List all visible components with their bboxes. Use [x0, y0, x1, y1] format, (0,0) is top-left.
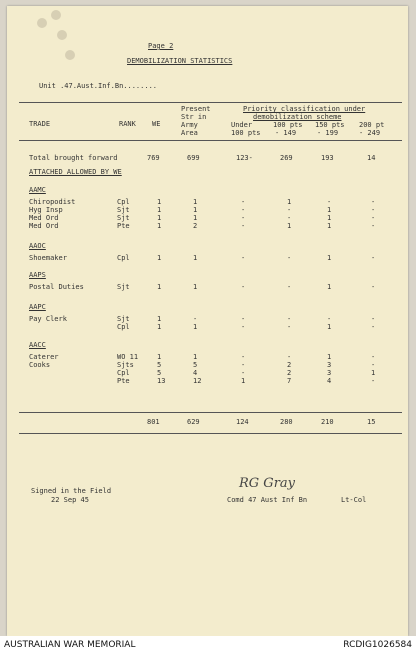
cell-c1: - [241, 283, 246, 291]
cell-c3: 1 [327, 353, 332, 361]
cell-c4: - [371, 353, 376, 361]
cell-rank: Cpl [117, 254, 130, 262]
total-c3: 210 [321, 418, 334, 426]
cell-we: 1 [157, 206, 162, 214]
cell-c1: - [241, 315, 246, 323]
cell-c4: - [371, 198, 376, 206]
cell-present: 1 [193, 353, 198, 361]
col-under-100: Under [231, 121, 253, 129]
col-priority: demobilization scheme [253, 113, 342, 121]
cell-we: 13 [157, 377, 166, 385]
cell-c4: - [371, 206, 376, 214]
cell-we: 1 [157, 222, 162, 230]
cell-c1: - [241, 214, 246, 222]
cell-c3: 1 [327, 222, 332, 230]
cell-trade: Cooks [29, 361, 51, 369]
unit-line: Unit .47.Aust.Inf.Bn........ [39, 82, 158, 90]
cell-we: 1 [157, 315, 162, 323]
total-bottom-rule [19, 433, 402, 434]
group-heading: AAOC [29, 242, 46, 250]
cell-we: 769 [147, 154, 160, 162]
cell-rank: Cpl [117, 323, 130, 331]
cell-c2: 2 [287, 361, 292, 369]
cell-rank: Cpl [117, 369, 130, 377]
col-100-149: - 149 [275, 129, 297, 137]
cell-c4: - [371, 222, 376, 230]
header-top-rule [19, 102, 402, 103]
cell-present: 4 [193, 369, 198, 377]
cell-trade: Shoemaker [29, 254, 67, 262]
cell-c2: - [287, 254, 292, 262]
cell-c1: - [241, 369, 246, 377]
cell-c1: - [241, 198, 246, 206]
cell-present: - [193, 315, 198, 323]
cell-trade: Med Ord [29, 222, 59, 230]
signatory-rank: Lt-Col [341, 496, 367, 504]
cell-present: 2 [193, 222, 198, 230]
page-number: Page 2 [148, 42, 174, 50]
punch-hole [37, 18, 47, 28]
cell-c2: 1 [287, 222, 292, 230]
cell-present: 12 [193, 377, 202, 385]
total-we: 801 [147, 418, 160, 426]
group-heading: AACC [29, 341, 46, 349]
cell-c2: 7 [287, 377, 292, 385]
cell-c4: 14 [367, 154, 376, 162]
cell-rank: Pte [117, 222, 130, 230]
cell-c3: 3 [327, 369, 332, 377]
attached-heading: ATTACHED ALLOWED BY WE [29, 168, 122, 176]
col-present: Area [181, 129, 198, 137]
col-100-149: 100 pts [273, 121, 303, 129]
total-c1: 124 [236, 418, 249, 426]
cell-present: 1 [193, 214, 198, 222]
cell-rank: Sjt [117, 315, 130, 323]
cell-c2: - [287, 283, 292, 291]
cell-c1: - [241, 254, 246, 262]
cell-c1: - [241, 353, 246, 361]
col-under-100: 100 pts [231, 129, 261, 137]
cell-present: 5 [193, 361, 198, 369]
cell-c4: - [371, 254, 376, 262]
cell-c4: - [371, 361, 376, 369]
group-heading: AAMC [29, 186, 46, 194]
cell-trade: Caterer [29, 353, 59, 361]
cell-rank: Pte [117, 377, 130, 385]
cell-c2: 2 [287, 369, 292, 377]
cell-c4: - [371, 377, 376, 385]
punch-hole [51, 10, 61, 20]
cell-c3: 4 [327, 377, 332, 385]
cell-present: 1 [193, 254, 198, 262]
cell-c1: 1 [241, 377, 246, 385]
cell-we: 1 [157, 323, 162, 331]
cell-c2: - [287, 315, 292, 323]
col-150-199: - 199 [317, 129, 339, 137]
cell-c2: - [287, 214, 292, 222]
document-page [7, 6, 408, 636]
cell-rank: Sjt [117, 283, 130, 291]
cell-we: 1 [157, 283, 162, 291]
cell-c3: 1 [327, 254, 332, 262]
archive-footer [0, 636, 416, 654]
signed-date: 22 Sep 45 [51, 496, 89, 504]
header-bottom-rule [19, 140, 402, 141]
total-c4: 15 [367, 418, 376, 426]
cell-c3: - [327, 315, 332, 323]
cell-trade: Hyg Insp [29, 206, 63, 214]
signed-line: Signed in the Field [31, 487, 112, 495]
cell-c1: - [241, 222, 246, 230]
cell-we: 1 [157, 353, 162, 361]
cell-trade: Med Ord [29, 214, 59, 222]
total-forward-label: Total brought forward [29, 154, 118, 162]
cell-c3: 3 [327, 361, 332, 369]
cell-we: 1 [157, 254, 162, 262]
footer-source: AUSTRALIAN WAR MEMORIAL [4, 640, 136, 650]
punch-hole [57, 30, 67, 40]
cell-c2: 1 [287, 198, 292, 206]
cell-c4: - [371, 214, 376, 222]
cell-c1: 123- [236, 154, 253, 162]
cell-trade: Postal Duties [29, 283, 84, 291]
col-200-249: - 249 [359, 129, 381, 137]
cell-we: 5 [157, 361, 162, 369]
cell-present: 1 [193, 323, 198, 331]
cell-c4: 1 [371, 369, 376, 377]
cell-c2: 269 [280, 154, 293, 162]
cell-c3: 1 [327, 206, 332, 214]
cell-c2: - [287, 206, 292, 214]
cell-c4: - [371, 315, 376, 323]
cell-we: 1 [157, 198, 162, 206]
cell-trade: Chiropodist [29, 198, 76, 206]
cell-c4: - [371, 283, 376, 291]
cell-c4: - [371, 323, 376, 331]
cell-c1: - [241, 206, 246, 214]
cell-rank: Sjt [117, 214, 130, 222]
total-c2: 280 [280, 418, 293, 426]
punch-hole [65, 50, 75, 60]
group-heading: AAPC [29, 303, 46, 311]
cell-we: 5 [157, 369, 162, 377]
total-top-rule [19, 412, 402, 413]
cell-c2: - [287, 323, 292, 331]
cell-c3: 1 [327, 214, 332, 222]
col-present: Str in [181, 113, 207, 121]
cell-trade: Pay Clerk [29, 315, 67, 323]
signature: RG Gray [239, 476, 295, 491]
col-trade: TRADE [29, 120, 51, 128]
cell-present: 1 [193, 206, 198, 214]
footer-id: RCDIG1026584 [343, 640, 412, 650]
cell-rank: Sjts [117, 361, 134, 369]
col-present: Present [181, 105, 211, 113]
group-heading: AAPS [29, 271, 46, 279]
cell-c3: 193 [321, 154, 334, 162]
cell-c3: 1 [327, 323, 332, 331]
col-we: WE [152, 120, 161, 128]
cell-rank: Sjt [117, 206, 130, 214]
col-present: Army [181, 121, 198, 129]
cell-present: 699 [187, 154, 200, 162]
cell-present: 1 [193, 283, 198, 291]
col-rank: RANK [119, 120, 136, 128]
cell-c2: - [287, 353, 292, 361]
col-200-249: 200 pt [359, 121, 385, 129]
total-present: 629 [187, 418, 200, 426]
cell-rank: WO 11 [117, 353, 139, 361]
cell-present: 1 [193, 198, 198, 206]
cell-c1: - [241, 361, 246, 369]
col-150-199: 150 pts [315, 121, 345, 129]
cell-we: 1 [157, 214, 162, 222]
document-heading: DEMOBILIZATION STATISTICS [127, 57, 233, 65]
signatory: Comd 47 Aust Inf Bn [227, 496, 308, 504]
cell-rank: Cpl [117, 198, 130, 206]
col-priority: Priority classification under [243, 105, 366, 113]
cell-c3: - [327, 198, 332, 206]
cell-c1: - [241, 323, 246, 331]
cell-c3: 1 [327, 283, 332, 291]
